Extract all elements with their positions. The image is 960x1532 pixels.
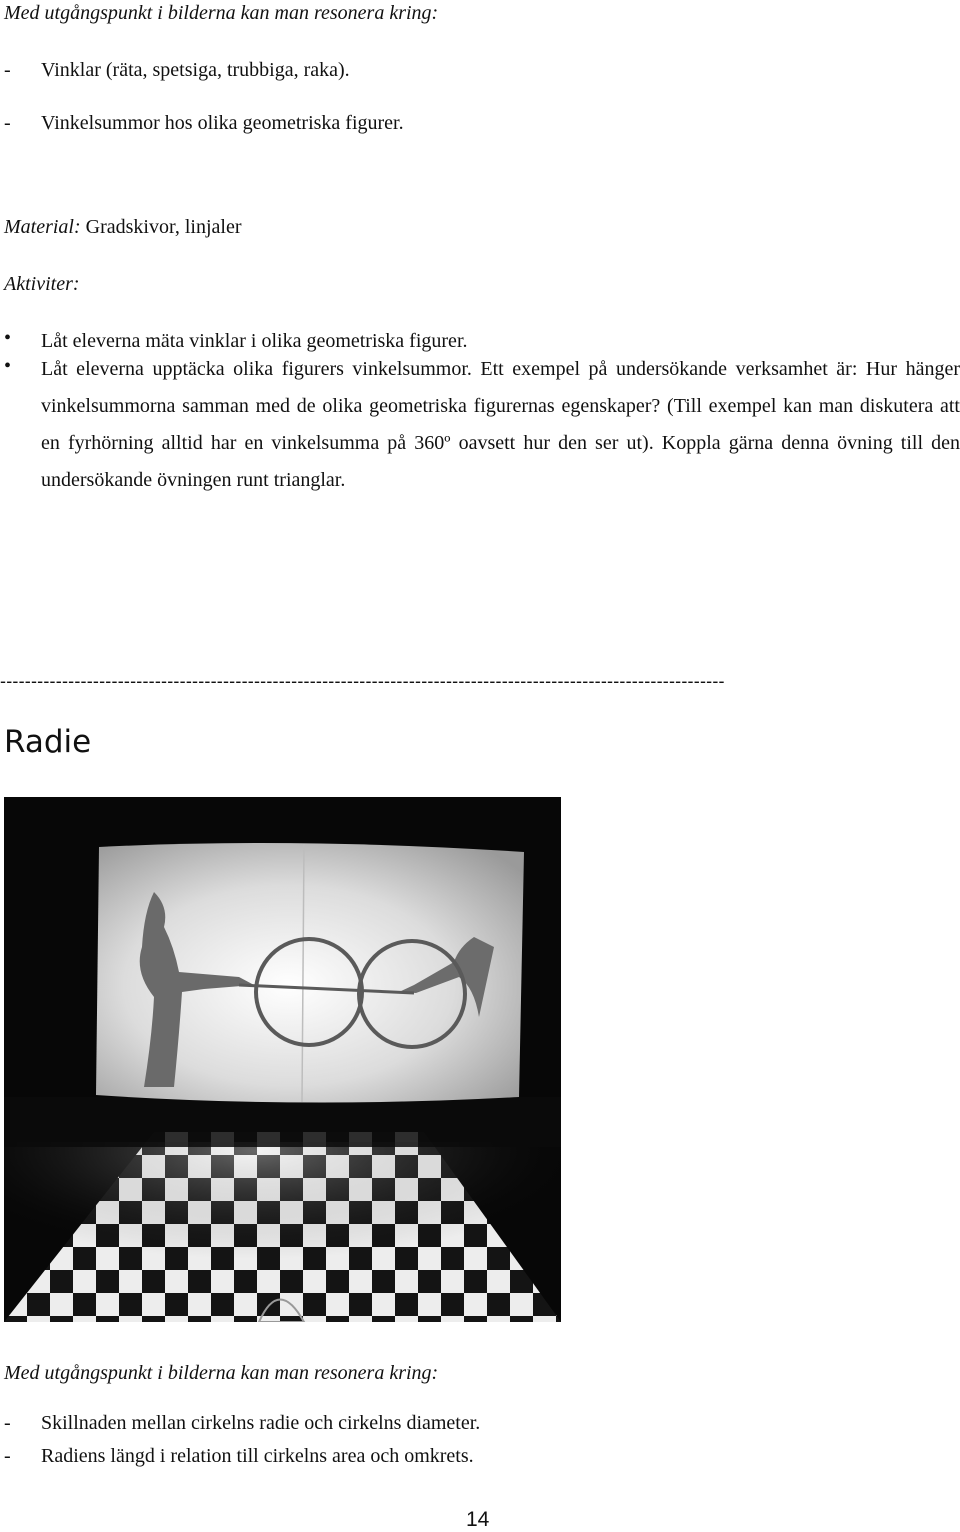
page-number: 14 bbox=[466, 1508, 490, 1531]
activity-item: Låt eleverna mäta vinklar i olika geometriska figurer. bbox=[41, 330, 468, 352]
material-label: Material: bbox=[4, 216, 81, 238]
material-line bbox=[4, 215, 241, 239]
bullet-icon: • bbox=[4, 355, 12, 377]
list-item-text: Skillnaden mellan cirkelns radie och cirkelns diameter. bbox=[41, 1412, 481, 1434]
list-item bbox=[0, 1444, 960, 1468]
bullet-icon: • bbox=[4, 327, 12, 349]
list-item-text: Vinkelsummor hos olika geometriska figurer. bbox=[41, 112, 404, 134]
section-heading: Radie bbox=[4, 724, 92, 760]
activity-item: Låt eleverna upptäcka olika figurers vinkelsummor. Ett exempel på undersökande verksamhet är: Hur hänger vinkelsummorna samman med de olika geometriska figurernas egenskaper? (Till exempel kan man diskutera att en fyrhörning alltid har en vinkelsumma på 360º oavsett hur den ser ut). Koppla gärna denna övning till den undersökande övningen runt trianglar. bbox=[41, 358, 960, 491]
list-dash: - bbox=[4, 1412, 11, 1434]
list-item bbox=[0, 1411, 960, 1435]
intro-text: Med utgångspunkt i bilderna kan man resonera kring: bbox=[4, 2, 439, 24]
shadow-play-photo bbox=[4, 797, 561, 1322]
list-item-text: Vinklar (räta, spetsiga, trubbiga, raka). bbox=[41, 59, 350, 81]
activities-label: Aktiviter: bbox=[4, 273, 80, 295]
material-value: Gradskivor, linjaler bbox=[80, 216, 242, 238]
list-item bbox=[0, 58, 960, 82]
list-dash: - bbox=[4, 59, 11, 81]
list-dash: - bbox=[4, 112, 11, 134]
list-item bbox=[0, 111, 960, 135]
list-dash: - bbox=[4, 1445, 11, 1467]
intro-text: Med utgångspunkt i bilderna kan man resonera kring: bbox=[4, 1362, 439, 1384]
section-divider: --------------------------------------------------------------------------------------------------------------------- bbox=[0, 671, 725, 691]
list-item-text: Radiens längd i relation till cirkelns area och omkrets. bbox=[41, 1445, 474, 1467]
